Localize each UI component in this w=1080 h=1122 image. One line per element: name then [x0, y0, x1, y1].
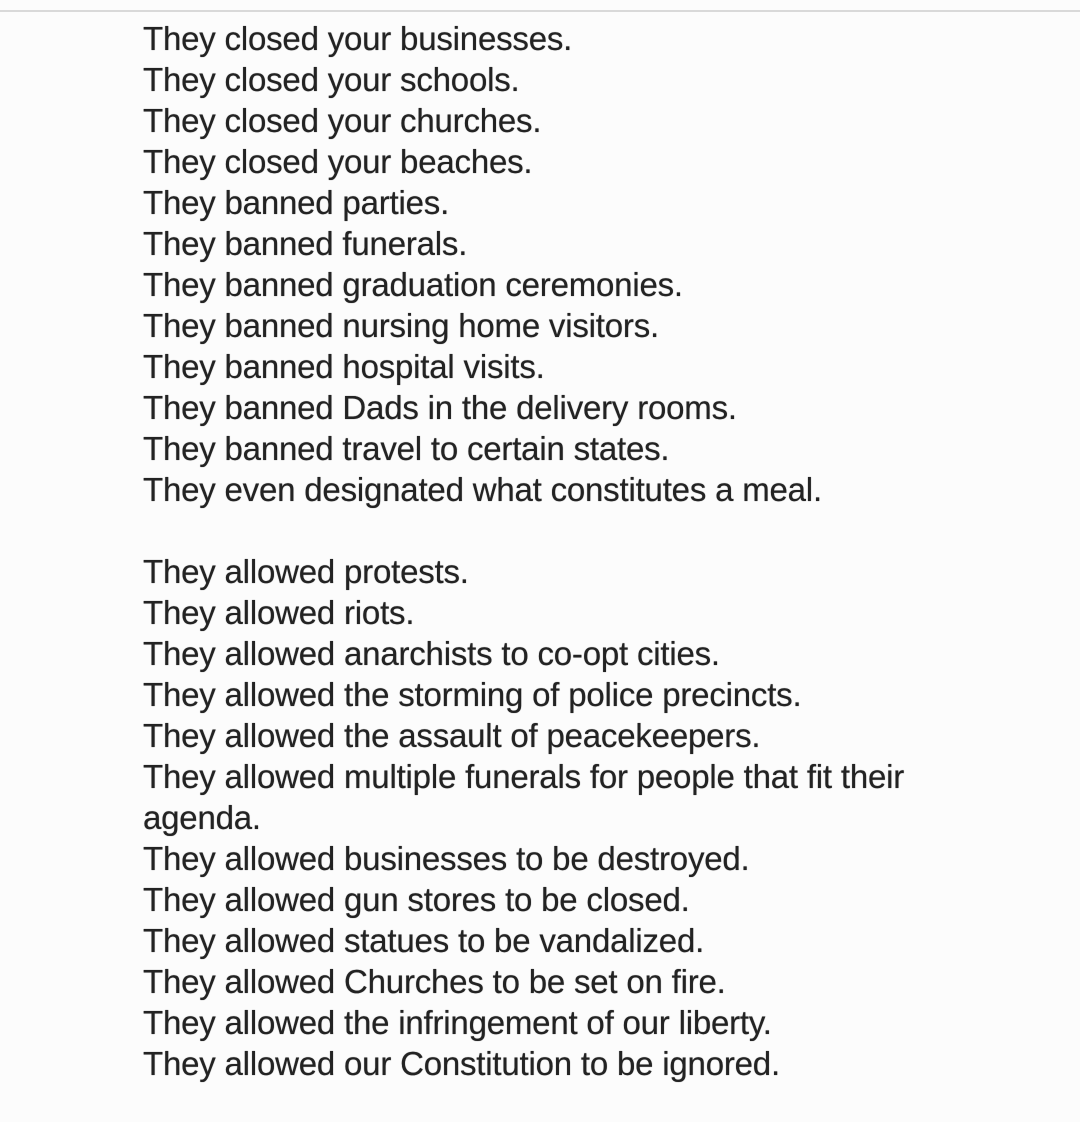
text-line: They even designated what constitutes a meal.: [143, 471, 822, 508]
text-line: They allowed businesses to be destroyed.: [143, 840, 750, 877]
text-line: agenda.: [143, 799, 261, 836]
paragraph: [143, 551, 1063, 1084]
text-line: They allowed anarchists to co-opt cities.: [143, 635, 720, 672]
text-line: They closed your churches.: [143, 102, 542, 139]
text-line: They banned Dads in the delivery rooms.: [143, 389, 737, 426]
post-text: [143, 18, 1063, 1084]
text-line: They allowed the infringement of our liberty.: [143, 1004, 772, 1041]
text-line: They allowed gun stores to be closed.: [143, 881, 690, 918]
text-line: They banned travel to certain states.: [143, 430, 670, 467]
text-line: They allowed the assault of peacekeepers.: [143, 717, 761, 754]
text-line: They allowed protests.: [143, 553, 469, 590]
text-line: They closed your beaches.: [143, 143, 533, 180]
text-line: They allowed riots.: [143, 594, 415, 631]
text-line: They allowed Churches to be set on fire.: [143, 963, 726, 1000]
text-line: They allowed our Constitution to be ignored.: [143, 1045, 780, 1082]
text-line: They banned hospital visits.: [143, 348, 545, 385]
text-line: They banned graduation ceremonies.: [143, 266, 683, 303]
text-line: They closed your businesses.: [143, 20, 573, 57]
top-divider: [0, 10, 1080, 12]
text-line: They banned funerals.: [143, 225, 468, 262]
paragraph: [143, 18, 1063, 510]
text-line: They allowed multiple funerals for people that fit their: [143, 758, 905, 795]
text-line: They banned nursing home visitors.: [143, 307, 659, 344]
text-line: They closed your schools.: [143, 61, 520, 98]
text-line: They allowed statues to be vandalized.: [143, 922, 705, 959]
text-line: They allowed the storming of police precincts.: [143, 676, 802, 713]
text-line: They banned parties.: [143, 184, 450, 221]
